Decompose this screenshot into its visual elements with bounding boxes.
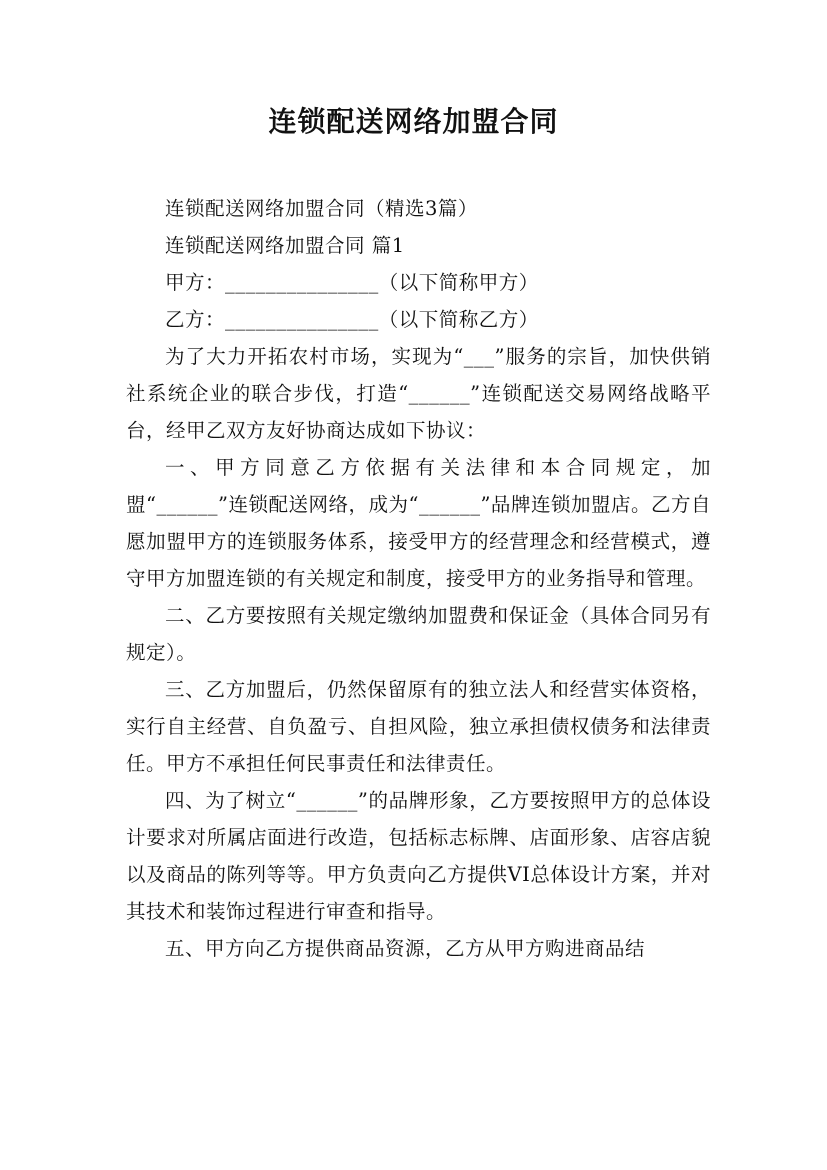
paragraph: 一、甲方同意乙方依据有关法律和本合同规定，加盟“______”连锁配送网络，成为“______”品牌连锁加盟店。乙方自愿加盟甲方的连锁服务体系，接受甲方的经营理念和经营模式，遵守甲方加盟连锁的有关规定和制度，接受甲方的业务指导和管理。 [126, 456, 711, 590]
paragraph: 五、甲方向乙方提供商品资源，乙方从甲方购进商品结 [165, 937, 646, 960]
document-title: 连锁配送网络加盟合同 [268, 105, 559, 138]
paragraph: 为了大力开拓农村市场，实现为“___”服务的宗旨，加快供销社系统企业的联合步伐，打造“______”连锁配送交易网络战略平台，经甲乙双方友好协商达成如下协议： [126, 345, 711, 442]
document-body [126, 190, 711, 967]
paragraph: 三、乙方加盟后，仍然保留原有的独立法人和经营实体资格，实行自主经营、自负盈亏、自担风险，独立承担债权债务和法律责任。甲方不承担任何民事责任和法律责任。 [126, 678, 711, 775]
paragraph: 二、乙方要按照有关规定缴纳加盟费和保证金（具体合同另有规定）。 [126, 604, 711, 664]
paragraph: 连锁配送网络加盟合同（精选3篇） [165, 197, 478, 220]
paragraph: 甲方：_______________（以下简称甲方） [165, 271, 539, 294]
paragraph: 四、为了树立“______”的品牌形象，乙方要按照甲方的总体设计要求对所属店面进行改造，包括标志标牌、店面形象、店容店貌以及商品的陈列等等。甲方负责向乙方提供VI总体设计方案，并对其技术和装饰过程进行审查和指导。 [126, 789, 711, 923]
paragraph: 乙方：_______________（以下简称乙方） [165, 308, 539, 331]
paragraph: 连锁配送网络加盟合同 篇1 [165, 234, 405, 257]
